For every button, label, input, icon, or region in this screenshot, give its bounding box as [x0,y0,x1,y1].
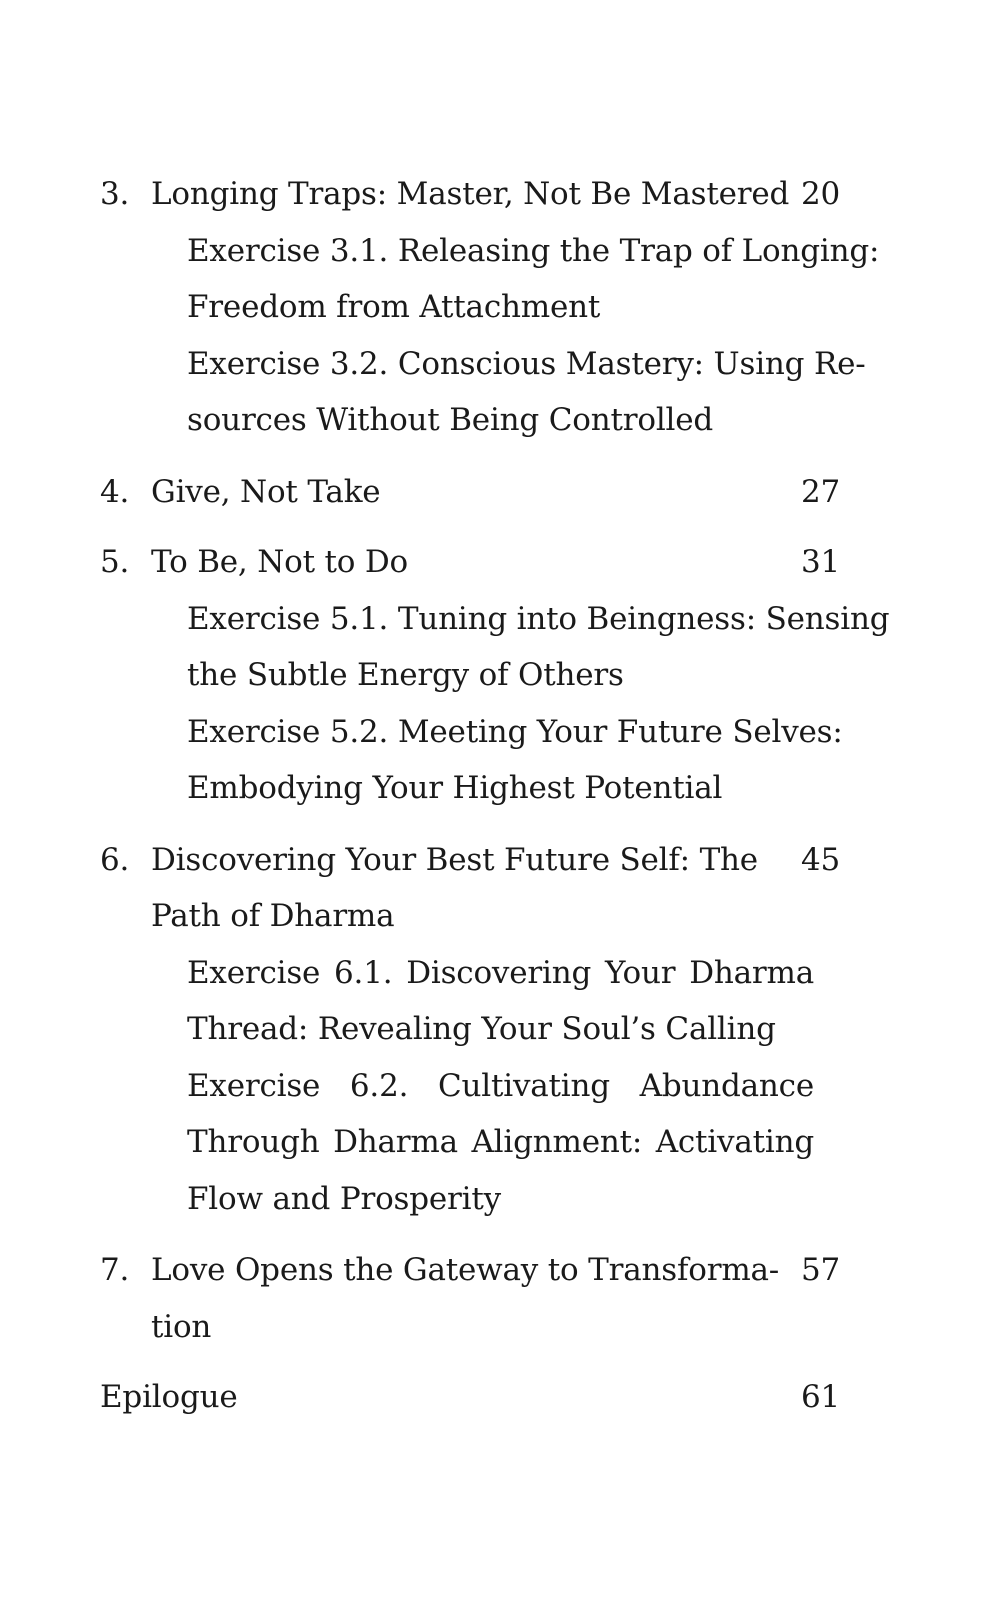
epilogue-title: Epilogue [100,1379,238,1415]
exercise-entry: Exercise 3.2. Conscious Mastery: Using Re- [187,346,866,382]
exercise-entry-cont: Through Dharma Alignment: Activating [187,1124,814,1160]
page-number: 57 [800,1252,840,1288]
chapter-title: To Be, Not to Do [151,544,409,580]
exercise-entry-cont: the Subtle Energy of Others [187,657,624,693]
chapter-number: 4. [100,474,130,510]
exercise-entry: Exercise 5.1. Tuning into Beingness: Sensing [187,601,890,637]
page-number: 61 [800,1379,840,1415]
exercise-entry-cont: Embodying Your Highest Potential [187,770,723,806]
chapter-title: Give, Not Take [151,474,381,510]
exercise-entry: Exercise 5.2. Meeting Your Future Selves: [187,714,843,750]
exercise-entry-cont: Freedom from Attachment [187,289,601,325]
chapter-title: Love Opens the Gateway to Transforma- [151,1252,780,1288]
exercise-entry-cont: Thread: Revealing Your Soul’s Calling [187,1011,776,1047]
page-number: 27 [800,474,840,510]
page-number: 20 [800,176,840,212]
chapter-title: Discovering Your Best Future Self: The [151,842,758,878]
chapter-title-cont: Path of Dharma [151,898,395,934]
page-number: 45 [800,842,840,878]
chapter-number: 3. [100,176,130,212]
chapter-number: 6. [100,842,130,878]
exercise-entry: Exercise 3.1. Releasing the Trap of Longing: [187,233,880,269]
page-number: 31 [800,544,840,580]
chapter-number: 5. [100,544,130,580]
exercise-entry-cont: sources Without Being Controlled [187,402,714,438]
chapter-title: Longing Traps: Master, Not Be Mastered [151,176,790,212]
exercise-entry: Exercise 6.2. Cultivating Abundance [187,1068,814,1104]
exercise-entry-cont: Flow and Prosperity [187,1181,501,1217]
exercise-entry: Exercise 6.1. Discovering Your Dharma [187,955,814,991]
chapter-title-cont: tion [151,1309,212,1345]
chapter-number: 7. [100,1252,130,1288]
